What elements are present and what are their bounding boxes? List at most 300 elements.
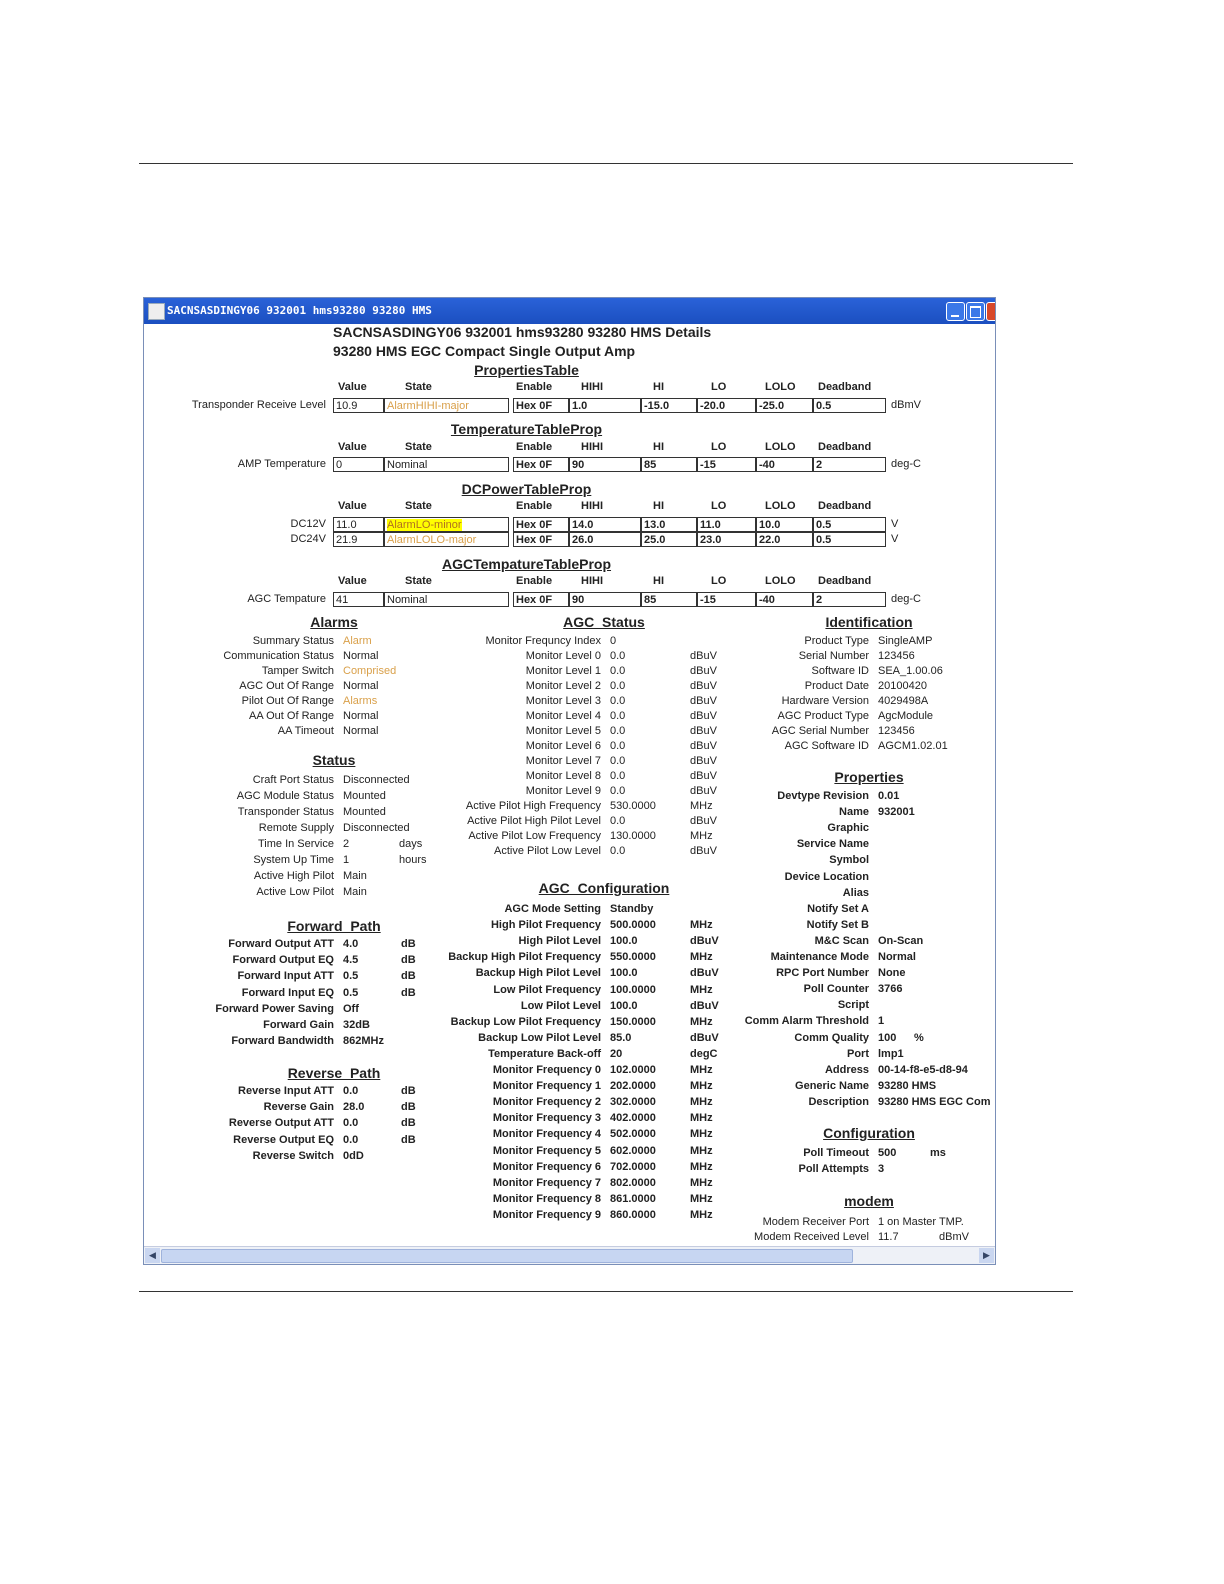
table-cell-state[interactable] [384,517,509,532]
col-header-state: State [405,575,432,587]
agc_config-value: 602.0000 [610,1145,656,1157]
reverse-unit: dB [401,1117,416,1129]
col-header-hihi: HIHI [581,500,603,512]
agc_config-unit: MHz [690,1193,713,1205]
scroll-left-icon[interactable]: ◀ [145,1248,160,1263]
col-header-lo: LO [711,575,727,587]
properties-label: Comm Alarm Threshold [744,1015,869,1027]
alarms-value: Alarms [343,695,378,707]
agc_config-unit: MHz [690,1064,713,1076]
col-header-lolo: LOLO [765,441,796,453]
col-header-hi: HI [653,575,664,587]
col-header-deadband: Deadband [818,500,872,512]
agc_status-unit: dBuV [690,815,717,827]
table-cell-lo[interactable]: -15 [697,457,756,472]
agc_status-label: Monitor Level 2 [525,680,601,692]
col-header-hihi: HIHI [581,441,603,453]
horizontal-scrollbar[interactable] [144,1246,995,1264]
alarms-label: Summary Status [252,635,334,647]
forward-unit: dB [401,987,416,999]
forward-value: Off [343,1003,359,1015]
configuration-unit: ms [930,1147,946,1159]
table-cell-hihi[interactable]: 90 [569,592,641,607]
table-cell-hihi[interactable]: 26.0 [569,532,641,547]
agc_status-value: 0.0 [610,665,626,677]
agc_status-value: 0.0 [610,770,626,782]
agc_config-value: 550.0000 [610,951,656,963]
agctemp-table-title: AGCTempatureTableProp [441,556,612,572]
table-row-unit: V [891,533,899,545]
properties-value: 00-14-f8-e5-d8-94 [878,1064,968,1076]
bottom-rule [139,1291,1073,1292]
status-unit: hours [399,854,427,866]
table-cell-lo[interactable]: -15 [697,592,756,607]
table-cell-value[interactable]: 10.9 [333,398,384,413]
agc_status-value: 0.0 [610,845,626,857]
agc_config-value: Standby [610,903,654,915]
identification-section-title: Identification [825,614,913,630]
table-cell-value[interactable]: 0 [333,457,384,472]
properties-value: Normal [878,951,916,963]
col-header-enable: Enable [516,441,553,453]
agc_config-label: Backup High Pilot Level [475,967,601,979]
agc_config-label: Low Pilot Level [520,1000,601,1012]
agc_config-label: Monitor Frequency 3 [492,1112,601,1124]
table-cell-hihi[interactable]: 14.0 [569,517,641,532]
properties-value: 93280 HMS EGC Com [878,1096,991,1108]
table-cell-deadband[interactable]: 2 [813,457,886,472]
agc_config-label: Monitor Frequency 4 [492,1128,601,1140]
scroll-thumb[interactable] [161,1249,853,1263]
reverse-value: 0.0 [343,1085,359,1097]
agc_config-label: Monitor Frequency 9 [492,1209,601,1221]
agc_config-label: Backup Low Pilot Frequency [450,1016,601,1028]
maximize-icon[interactable] [966,302,985,321]
table-cell-hi[interactable]: 85 [641,457,697,472]
status-label: Active Low Pilot [256,886,334,898]
agc_status-value: 0.0 [610,740,626,752]
modem-label: Modem Received Level [754,1231,869,1243]
forward-label: Forward Input EQ [241,987,334,999]
agc_status-unit: dBuV [690,710,717,722]
properties-label: Maintenance Mode [770,951,869,963]
agc_config-value: 500.0000 [610,919,656,931]
reverse-value: 0dD [343,1150,364,1162]
col-header-value: Value [338,575,367,587]
table-cell-lo[interactable]: -20.0 [697,398,756,413]
properties-label: Description [808,1096,869,1108]
table-cell-enable[interactable]: Hex 0F [513,457,569,472]
forward-label: Forward Output ATT [228,938,334,950]
state-text: AlarmLO-minor [387,519,462,531]
page-title: SACNSASDINGY06 932001 hms93280 93280 HMS Details [333,324,712,340]
reverse-label: Reverse Output EQ [233,1134,334,1146]
agc_status-value: 0.0 [610,725,626,737]
table-cell-state[interactable]: Nominal [384,592,509,607]
forward-label: Forward Output EQ [232,954,334,966]
col-header-hi: HI [653,500,664,512]
properties-value: 93280 HMS [878,1080,937,1092]
agc_status-label: Monitor Level 1 [525,665,601,677]
agc_config-label: Monitor Frequency 6 [492,1161,601,1173]
configuration-section-title: Configuration [823,1125,915,1141]
table-row-label: AMP Temperature [237,458,326,470]
alarms-label: Pilot Out Of Range [241,695,334,707]
col-header-lo: LO [711,441,727,453]
properties-label: Poll Counter [803,983,869,995]
col-header-lolo: LOLO [765,381,796,393]
window-title: SACNSASDINGY06 932001 hms93280 93280 HMS [167,304,432,317]
agc_status-label: Active Pilot Low Level [494,845,601,857]
page-subtitle: 93280 HMS EGC Compact Single Output Amp [333,343,636,359]
status-value: 1 [343,854,350,866]
forward-value: 32dB [343,1019,370,1031]
reverse-unit: dB [401,1134,416,1146]
agc_config-value: 302.0000 [610,1096,656,1108]
status-label: AGC Module Status [236,790,334,802]
reverse-label: Reverse Gain [263,1101,334,1113]
properties-label: Device Location [784,871,869,883]
agc_status-unit: dBuV [690,680,717,692]
col-header-value: Value [338,500,367,512]
properties-label: Script [837,999,869,1011]
agc_config-value: 102.0000 [610,1064,656,1076]
agc_config-label: Monitor Frequency 7 [492,1177,601,1189]
agc_status-label: Monitor Frequncy Index [485,635,601,647]
table-cell-lo[interactable]: 23.0 [697,532,756,547]
agc_config-unit: MHz [690,1016,713,1028]
alarms-label: Tamper Switch [261,665,334,677]
agc_config-label: Monitor Frequency 8 [492,1193,601,1205]
agc_status-value: 0.0 [610,710,626,722]
table-row-unit: deg-C [891,458,921,470]
status-value: Main [343,886,367,898]
agc_config-value: 100.0 [610,967,638,979]
table-cell-state[interactable] [384,398,509,413]
table-cell-hihi[interactable]: 90 [569,457,641,472]
identification-value: 20100420 [878,680,927,692]
col-header-hihi: HIHI [581,575,603,587]
agc_config-value: 802.0000 [610,1177,656,1189]
agc_status-label: Active Pilot High Frequency [465,800,601,812]
window-titlebar[interactable] [144,298,995,324]
table-cell-hi[interactable]: 25.0 [641,532,697,547]
agc_config-value: 100.0000 [610,984,656,996]
properties-label: Alias [842,887,869,899]
table-row-label: DC12V [290,518,326,530]
identification-value: SingleAMP [878,635,933,647]
app-icon [148,303,165,320]
table-cell-deadband[interactable]: 0.5 [813,532,886,547]
scroll-right-icon[interactable]: ▶ [979,1248,994,1263]
temperature-table-title: TemperatureTableProp [450,421,603,437]
agc_status-unit: dBuV [690,770,717,782]
state-text: AlarmLOLO-major [387,534,477,546]
agc_config-unit: MHz [690,984,713,996]
properties-label: Name [839,806,869,818]
table-cell-lolo[interactable]: 22.0 [756,532,813,547]
agc_config-label: Monitor Frequency 5 [492,1145,601,1157]
table-cell-lolo[interactable]: -40 [756,457,813,472]
status-value: 2 [343,838,350,850]
agc_status-value: 0.0 [610,695,626,707]
forward-unit: dB [401,970,416,982]
agc_status-unit: dBuV [690,665,717,677]
table-cell-lolo[interactable]: -40 [756,592,813,607]
agc_status-value: 0.0 [610,755,626,767]
state-text: AlarmHIHI-major [387,400,469,412]
agc_status-label: Active Pilot Low Frequency [468,830,601,842]
agc_config-unit: MHz [690,1145,713,1157]
status-unit: days [399,838,423,850]
modem-section-title: modem [844,1193,894,1209]
table-cell-hi[interactable]: 13.0 [641,517,697,532]
modem-unit: dBmV [939,1231,969,1243]
alarms-section-title: Alarms [310,614,358,630]
col-header-lolo: LOLO [765,500,796,512]
properties-value: 3766 [878,983,903,995]
properties-section-title: Properties [834,769,904,785]
agc_config-section-title: AGC_Configuration [538,880,670,896]
identification-label: Software ID [811,665,869,677]
status-value: Mounted [343,806,386,818]
configuration-value: 3 [878,1163,885,1175]
table-row-label: AGC Tempature [247,593,326,605]
agc_config-label: Monitor Frequency 1 [492,1080,601,1092]
agc_config-label: Monitor Frequency 2 [492,1096,601,1108]
table-cell-enable[interactable]: Hex 0F [513,592,569,607]
table-cell-value[interactable]: 21.9 [333,532,384,547]
agc_status-unit: dBuV [690,845,717,857]
agc_config-unit: MHz [690,1112,713,1124]
agc_status-label: Monitor Level 7 [525,755,601,767]
agc_config-value: 20 [610,1048,623,1060]
identification-value: 123456 [878,650,915,662]
properties-value: None [878,967,906,979]
agc_status-unit: dBuV [690,725,717,737]
agc_config-unit: MHz [690,1080,713,1092]
forward-value: 0.5 [343,987,359,999]
identification-value: 4029498A [878,695,929,707]
col-header-enable: Enable [516,500,553,512]
col-header-deadband: Deadband [818,441,872,453]
agc_config-unit: MHz [690,1177,713,1189]
agc_config-value: 860.0000 [610,1209,656,1221]
status-label: Remote Supply [258,822,334,834]
table-cell-hi[interactable]: 85 [641,592,697,607]
identification-label: Serial Number [798,650,869,662]
table-cell-lolo[interactable]: -25.0 [756,398,813,413]
agc_config-value: 100.0 [610,935,638,947]
table-cell-value[interactable]: 11.0 [333,517,384,532]
agc_config-value: 100.0 [610,1000,638,1012]
table-cell-deadband[interactable]: 0.5 [813,517,886,532]
status-value: Disconnected [343,774,410,786]
agc_config-unit: degC [690,1048,718,1060]
agc_config-value: 402.0000 [610,1112,656,1124]
status-section-title: Status [312,752,356,768]
table-cell-hihi[interactable]: 1.0 [569,398,641,413]
alarms-label: AA Timeout [277,725,334,737]
table-cell-enable[interactable]: Hex 0F [513,517,569,532]
agc_status-unit: dBuV [690,695,717,707]
agc_config-unit: MHz [690,919,713,931]
agc_status-value: 0.0 [610,785,626,797]
properties-label: Notify Set A [807,903,869,915]
identification-label: Product Type [804,635,869,647]
table-cell-enable[interactable]: Hex 0F [513,398,569,413]
agc_status-label: Monitor Level 8 [525,770,601,782]
properties-label: Generic Name [795,1080,869,1092]
agc_config-label: Backup High Pilot Frequency [448,951,601,963]
agc_config-unit: MHz [690,1209,713,1221]
forward-value: 4.0 [343,938,359,950]
table-cell-enable[interactable]: Hex 0F [513,532,569,547]
table-cell-deadband[interactable]: 2 [813,592,886,607]
properties-unit: % [914,1032,924,1044]
agc_config-unit: dBuV [690,935,719,947]
properties-value: 1 [878,1015,885,1027]
agc_config-label: Low Pilot Frequency [493,984,601,996]
properties-value: 100 [878,1032,897,1044]
agc_status-unit: dBuV [690,740,717,752]
table-cell-lo[interactable]: 11.0 [697,517,756,532]
col-header-state: State [405,441,432,453]
forward-unit: dB [401,938,416,950]
col-header-value: Value [338,441,367,453]
close-icon[interactable] [986,302,996,321]
configuration-label: Poll Attempts [798,1163,869,1175]
agc_config-unit: MHz [690,951,713,963]
top-rule [139,163,1073,164]
status-label: System Up Time [253,854,334,866]
agc_config-value: 702.0000 [610,1161,656,1173]
col-header-enable: Enable [516,381,553,393]
properties-label: Notify Set B [806,919,869,931]
identification-value: SEA_1.00.06 [878,665,943,677]
table-cell-value[interactable]: 41 [333,592,384,607]
col-header-deadband: Deadband [818,381,872,393]
col-header-value: Value [338,381,367,393]
properties-table-title: PropertiesTable [474,362,579,378]
table-row-unit: deg-C [891,593,921,605]
agc_config-value: 85.0 [610,1032,632,1044]
properties-label: Graphic [827,822,869,834]
agc_status-value: 0 [610,635,617,647]
agc_status-value: 130.0000 [610,830,656,842]
reverse-section-title: Reverse_Path [287,1065,381,1081]
agc_config-value: 502.0000 [610,1128,656,1140]
agc_config-value: 150.0000 [610,1016,656,1028]
col-header-hihi: HIHI [581,381,603,393]
agc_config-label: Backup Low Pilot Level [478,1032,601,1044]
reverse-label: Reverse Switch [252,1150,334,1162]
identification-label: AGC Serial Number [771,725,869,737]
properties-label: Comm Quality [794,1032,869,1044]
forward-label: Forward Gain [263,1019,334,1031]
agc_status-unit: dBuV [690,755,717,767]
agc_status-label: Monitor Level 9 [525,785,601,797]
table-cell-state[interactable] [384,532,509,547]
alarms-value: Normal [343,680,379,692]
properties-label: RPC Port Number [776,967,869,979]
properties-value: On-Scan [878,935,924,947]
agc_config-label: AGC Mode Setting [504,903,601,915]
reverse-label: Reverse Output ATT [228,1117,334,1129]
forward-value: 862MHz [343,1035,384,1047]
identification-label: AGC Software ID [784,740,869,752]
agc_status-section-title: AGC_Status [563,614,645,630]
properties-label: Devtype Revision [777,790,869,802]
agc_status-unit: MHz [690,830,713,842]
alarms-value: Normal [343,710,379,722]
col-header-state: State [405,500,432,512]
alarms-value: Alarm [343,635,372,647]
col-header-enable: Enable [516,575,553,587]
forward-section-title: Forward_Path [287,918,381,934]
alarms-value: Normal [343,650,379,662]
identification-value: AGCM1.02.01 [878,740,948,752]
minimize-icon[interactable] [946,302,965,321]
agc_config-label: High Pilot Frequency [490,919,601,931]
forward-label: Forward Input ATT [237,970,334,982]
table-row-unit: dBmV [891,399,921,411]
reverse-unit: dB [401,1101,416,1113]
col-header-hi: HI [653,381,664,393]
configuration-label: Poll Timeout [803,1147,869,1159]
col-header-state: State [405,381,432,393]
configuration-value: 500 [878,1147,897,1159]
identification-value: AgcModule [878,710,934,722]
forward-label: Forward Power Saving [215,1003,334,1015]
status-label: Time In Service [257,838,334,850]
agc_status-label: Monitor Level 6 [525,740,601,752]
modem-value: 1 on Master TMP. [878,1216,964,1228]
agc_status-unit: MHz [690,800,713,812]
modem-label: Modem Receiver Port [762,1216,869,1228]
reverse-value: 0.0 [343,1134,359,1146]
alarms-value: Normal [343,725,379,737]
col-header-lo: LO [711,500,727,512]
table-cell-deadband[interactable]: 0.5 [813,398,886,413]
table-cell-hi[interactable]: -15.0 [641,398,697,413]
table-cell-lolo[interactable]: 10.0 [756,517,813,532]
reverse-label: Reverse Input ATT [238,1085,334,1097]
browser-window [143,297,996,1265]
agc_status-value: 0.0 [610,650,626,662]
col-header-lo: LO [711,381,727,393]
status-label: Active High Pilot [253,870,334,882]
agc_config-label: High Pilot Level [518,935,601,947]
identification-label: AGC Product Type [777,710,869,722]
agc_status-value: 0.0 [610,680,626,692]
table-row-unit: V [891,518,899,530]
agc_status-label: Active Pilot High Pilot Level [467,815,601,827]
agc_config-value: 861.0000 [610,1193,656,1205]
status-label: Transponder Status [237,806,334,818]
alarms-label: AGC Out Of Range [239,680,334,692]
alarms-label: Communication Status [223,650,334,662]
properties-label: Service Name [796,838,869,850]
agc_status-unit: dBuV [690,785,717,797]
agc_status-label: Monitor Level 3 [525,695,601,707]
agc_config-unit: MHz [690,1128,713,1140]
identification-value: 123456 [878,725,915,737]
table-cell-state[interactable]: Nominal [384,457,509,472]
alarms-label: AA Out Of Range [249,710,334,722]
agc_config-label: Monitor Frequency 0 [492,1064,601,1076]
identification-label: Product Date [804,680,869,692]
